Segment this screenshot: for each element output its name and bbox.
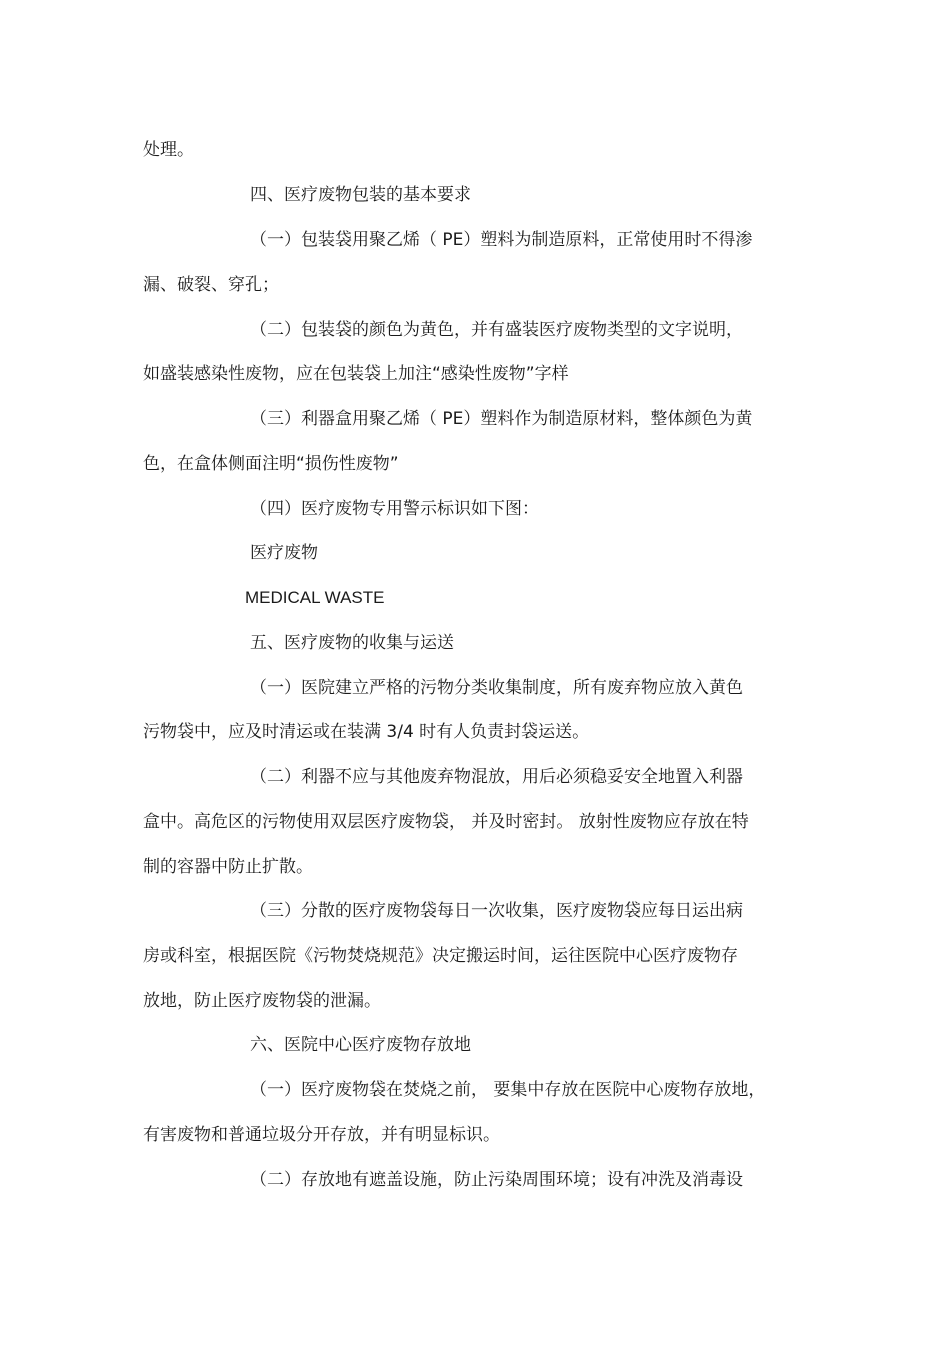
section-heading: 四、医疗废物包装的基本要求 (250, 185, 471, 205)
text-line: 放地，防止医疗废物袋的泄漏。 (143, 991, 381, 1011)
text-line: 如盛装感染性废物，应在包装袋上加注“感染性废物”字样 (143, 364, 569, 384)
text-line: 制的容器中防止扩散。 (143, 857, 313, 877)
text-line: 有害废物和普通垃圾分开存放，并有明显标识。 (143, 1125, 500, 1145)
text-line: （一）包装袋用聚乙烯（ PE）塑料为制造原料，正常使用时不得渗 (250, 230, 753, 250)
text-line: （四）医疗废物专用警示标识如下图： (250, 499, 539, 519)
section-heading: 五、医疗废物的收集与运送 (250, 633, 454, 653)
warning-label-cn: 医疗废物 (250, 543, 318, 563)
text-line: 房或科室，根据医院《污物焚烧规范》决定搬运时间，运往医院中心医疗废物存 (143, 946, 738, 966)
text-line: 盒中。高危区的污物使用双层医疗废物袋， 并及时密封。 放射性废物应存放在特 (143, 812, 749, 832)
text-line: 处理。 (143, 140, 194, 160)
text-line: （一）医疗废物袋在焚烧之前， 要集中存放在医院中心废物存放地， (250, 1080, 766, 1100)
text-line: （三）分散的医疗废物袋每日一次收集，医疗废物袋应每日运出病 (250, 901, 743, 921)
text-line: （二）包装袋的颜色为黄色，并有盛装医疗废物类型的文字说明， (250, 320, 743, 340)
text-line: （一）医院建立严格的污物分类收集制度，所有废弃物应放入黄色 (250, 678, 743, 698)
text-line: （二）存放地有遮盖设施，防止污染周围环境；设有冲洗及消毒设 (250, 1170, 743, 1190)
section-heading: 六、医院中心医疗废物存放地 (250, 1035, 471, 1055)
warning-label-en: MEDICAL WASTE (245, 588, 385, 607)
text-line: 色，在盒体侧面注明“损伤性废物” (143, 454, 399, 474)
text-line: 漏、破裂、穿孔； (143, 275, 279, 295)
text-line: （二）利器不应与其他废弃物混放，用后必须稳妥安全地置入利器 (250, 767, 743, 787)
text-line: 污物袋中，应及时清运或在装满 3/4 时有人负责封袋运送。 (143, 722, 590, 742)
text-line: （三）利器盒用聚乙烯（ PE）塑料作为制造原材料，整体颜色为黄 (250, 409, 753, 429)
